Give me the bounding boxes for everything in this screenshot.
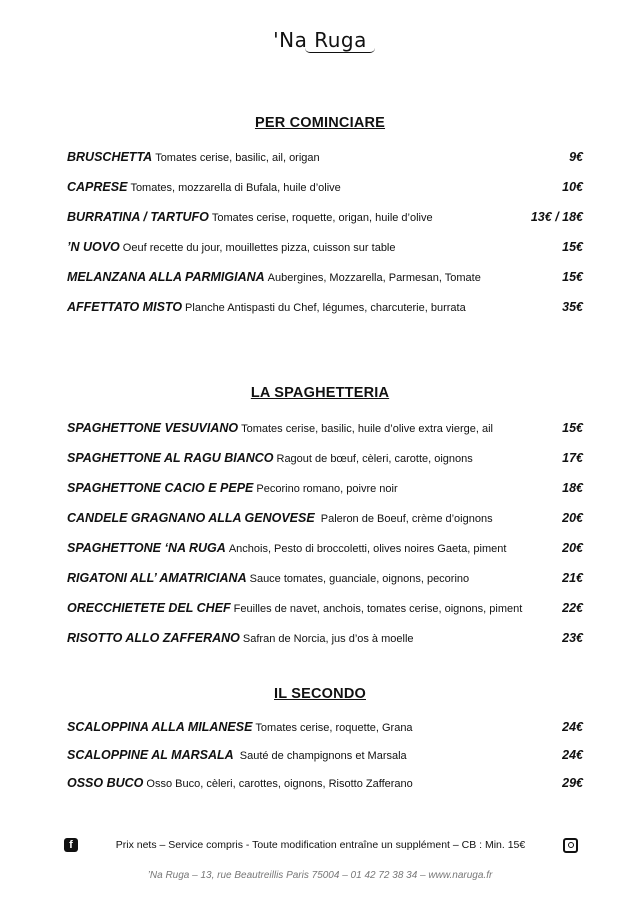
item-description: Feuilles de navet, anchois, tomates cerise, oignons, piment <box>233 603 523 615</box>
item-name: RISOTTO ALLO ZAFFERANO <box>67 631 240 645</box>
item-name: BRUSCHETTA <box>67 150 153 164</box>
item-price: 20€ <box>562 541 583 555</box>
item-price: 15€ <box>562 240 583 254</box>
item-name: BURRATINA / TARTUFO <box>67 210 209 224</box>
item-price: 13€ / 18€ <box>530 210 583 224</box>
item-description: Pecorino romano, poivre noir <box>256 483 398 495</box>
brand-logo <box>0 28 640 53</box>
instagram-icon[interactable] <box>563 838 578 853</box>
menu-item <box>67 720 583 738</box>
menu-item <box>67 451 583 469</box>
menu-item <box>67 421 583 439</box>
facebook-icon[interactable]: f <box>64 838 78 852</box>
item-name: SPAGHETTONE CACIO E PEPE <box>67 481 254 495</box>
menu-item <box>67 300 583 318</box>
menu-item <box>67 270 583 288</box>
item-description: Tomates cerise, roquette, Grana <box>255 722 413 734</box>
item-name: SCALOPPINE AL MARSALA <box>67 748 234 762</box>
item-price: 20€ <box>562 511 583 525</box>
item-price: 24€ <box>562 748 583 762</box>
item-name: RIGATONI ALL’ AMATRICIANA <box>67 571 247 585</box>
item-description: Tomates cerise, basilic, huile d’olive extra vierge, ail <box>241 423 493 435</box>
item-name: ORECCHIETETE DEL CHEF <box>67 601 231 615</box>
footer-note: Prix nets – Service compris - Toute modification entraîne un supplément – CB : Min. 15€ <box>115 839 526 851</box>
item-name: ’N UOVO <box>67 240 120 254</box>
item-name: OSSO BUCO <box>67 776 144 790</box>
menu-item <box>67 631 583 649</box>
item-price: 18€ <box>562 481 583 495</box>
menu-item <box>67 511 583 529</box>
item-price: 17€ <box>562 451 583 465</box>
item-price: 15€ <box>562 270 583 284</box>
item-price: 9€ <box>569 150 583 164</box>
item-price: 35€ <box>562 300 583 314</box>
item-price: 15€ <box>562 421 583 435</box>
menu-item <box>67 571 583 589</box>
section-title-per-cominciare: PER COMINCIARE <box>254 115 386 131</box>
item-name: MELANZANA ALLA PARMIGIANA <box>67 270 265 284</box>
menu-item <box>67 240 583 258</box>
menu-item <box>67 481 583 499</box>
item-description: Tomates cerise, roquette, origan, huile d’olive <box>211 212 433 224</box>
item-description: Sauté de champignons et Marsala <box>236 750 407 762</box>
item-price: 23€ <box>562 631 583 645</box>
logo-swoosh <box>305 48 375 53</box>
item-description: Oeuf recette du jour, mouillettes pizza, cuisson sur table <box>122 242 396 254</box>
item-price: 24€ <box>562 720 583 734</box>
item-description: Tomates, mozzarella di Bufala, huile d’olive <box>130 182 341 194</box>
item-price: 22€ <box>562 601 583 615</box>
footer-note-row <box>64 836 578 854</box>
item-description: Aubergines, Mozzarella, Parmesan, Tomate <box>267 272 481 284</box>
menu-item <box>67 541 583 559</box>
brand-logo-text: 'Na Ruga <box>273 28 367 52</box>
item-description: Planche Antispasti du Chef, légumes, charcuterie, burrata <box>185 302 466 314</box>
menu-item <box>67 210 583 228</box>
item-name: AFFETTATO MISTO <box>67 300 183 314</box>
item-description: Ragout de bœuf, cèleri, carotte, oignons <box>276 453 473 465</box>
item-name: CAPRESE <box>67 180 128 194</box>
item-name: SCALOPPINA ALLA MILANESE <box>67 720 253 734</box>
menu-item <box>67 776 583 794</box>
menu-item <box>67 601 583 619</box>
item-description: Safran de Norcia, jus d’os à moelle <box>242 633 414 645</box>
item-name: SPAGHETTONE AL RAGU BIANCO <box>67 451 274 465</box>
item-description: Osso Buco, cèleri, carottes, oignons, Risotto Zafferano <box>146 778 413 790</box>
item-description: Anchois, Pesto di broccoletti, olives noires Gaeta, piment <box>228 543 507 555</box>
item-price: 29€ <box>562 776 583 790</box>
item-description: Sauce tomates, guanciale, oignons, pecorino <box>249 573 470 585</box>
section-title-il-secondo: IL SECONDO <box>274 686 366 702</box>
item-name: SPAGHETTONE VESUVIANO <box>67 421 239 435</box>
menu-item <box>67 150 583 168</box>
item-name: CANDELE GRAGNANO ALLA GENOVESE <box>67 511 315 525</box>
section-title-la-spaghetteria: LA SPAGHETTERIA <box>250 385 390 401</box>
footer-address: ’Na Ruga – 13, rue Beautreillis Paris 75004 – 01 42 72 38 34 – www.naruga.fr <box>147 870 493 881</box>
item-description: Tomates cerise, basilic, ail, origan <box>155 152 320 164</box>
menu-item <box>67 748 583 766</box>
item-name: SPAGHETTONE ‘NA RUGA <box>67 541 226 555</box>
menu-item <box>67 180 583 198</box>
item-description: Paleron de Boeuf, crème d’oignons <box>317 513 493 525</box>
item-price: 21€ <box>562 571 583 585</box>
item-price: 10€ <box>562 180 583 194</box>
